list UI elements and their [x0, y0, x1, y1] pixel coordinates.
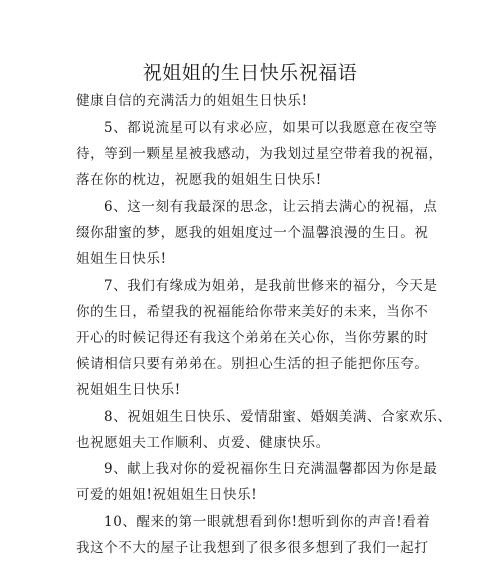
text-line: 落在你的枕边，祝愿我的姐姐生日快乐!: [76, 172, 322, 188]
text-line: 我这个不大的屋子让我想到了很多很多想到了我们一起打: [76, 540, 429, 556]
text-line: 候请相信只要有弟弟在。别担心生活的担子能把你压夸。: [76, 356, 429, 372]
text-line: 也祝愿姐夫工作顺利、贞爱、健康快乐。: [76, 435, 330, 451]
text-line: 9、献上我对你的爱祝福你生日充满温馨都因为你是最: [104, 461, 438, 477]
text-line: 你的生日，希望我的祝福能给你带来美好的未来，当你不: [76, 304, 429, 320]
text-line: 可爱的姐姐!祝姐姐生日快乐!: [76, 487, 258, 503]
text-line: 8、祝姐姐生日快乐、爱情甜蜜、婚姻美满、合家欢乐、: [104, 409, 452, 425]
text-line: 10、醒来的第一眼就想看到你!想听到你的声音!看着: [104, 514, 431, 530]
text-line: 5、都说流星可以有求必应，如果可以我愿意在夜空等: [104, 120, 438, 136]
text-line: 开心的时候记得还有我这个弟弟在关心你，当你劳累的时: [76, 330, 429, 346]
document-title: 祝姐姐的生日快乐祝福语: [142, 62, 358, 84]
text-line: 待，等到一颗星星被我感动，为我划过星空带着我的祝福，: [76, 146, 443, 162]
text-line: 缀你甜蜜的梦，愿我的姐姐度过一个温馨浪漫的生日。祝: [76, 225, 429, 241]
text-line: 姐姐生日快乐!: [76, 251, 167, 267]
text-line: 6、这一刻有我最深的思念，让云捎去满心的祝福，点: [104, 199, 438, 215]
text-line: 祝姐姐生日快乐!: [76, 382, 181, 398]
text-line: 健康自信的充满活力的姐姐生日快乐!: [76, 93, 308, 109]
text-line: 7、我们有缘成为姐弟，是我前世修来的福分，今天是: [104, 278, 438, 294]
